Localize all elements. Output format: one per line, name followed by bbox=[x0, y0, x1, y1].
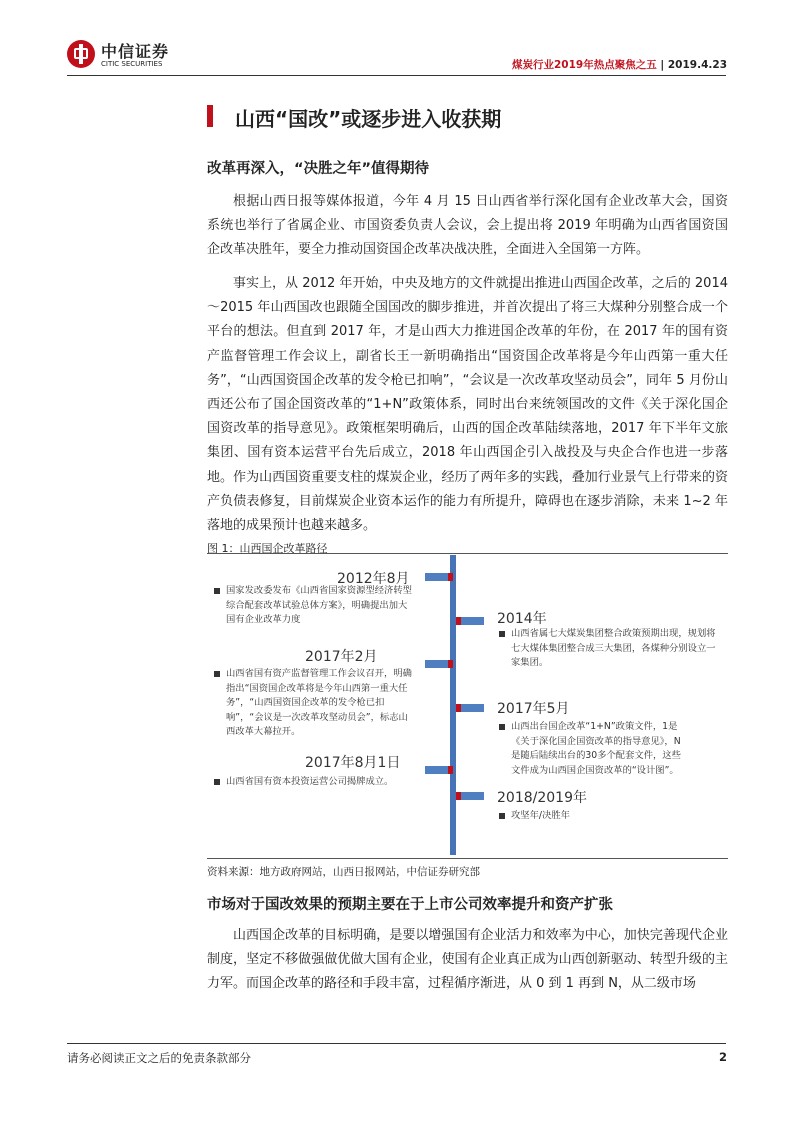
section-title-bar bbox=[207, 105, 213, 127]
paragraph-text: 根据山西日报等媒体报道，今年 4 月 15 日山西省举行深化国有企业改革大会，国资系统也举行了省属企业、市国资委负责人会议，会上提出将 2019 年明确为山西省国资国企改革决胜年，要全力推动国资国企改革决战决胜，全面进入全国第一方阵。 bbox=[207, 194, 728, 258]
event-description bbox=[499, 627, 721, 673]
header-separator: | bbox=[660, 59, 665, 71]
paragraph-1 bbox=[207, 190, 728, 263]
bullet-icon bbox=[499, 631, 505, 637]
footer-disclaimer: 请务必阅读正文之后的免责条款部分 bbox=[67, 1051, 251, 1065]
timeline-marker bbox=[456, 704, 484, 712]
paragraph-text: 山西国企改革的目标明确，是要以增强国有企业活力和效率为中心，加快完善现代企业制度，坚定不移做强做优做大国有企业，使国有企业真正成为山西创新驱动、转型升级的主力军。而国企改革的路径和手段丰富，过程循序渐进，从 0 到 1 再到 N，从二级市场 bbox=[207, 928, 728, 992]
report-title: 煤炭行业2019年热点聚焦之五 bbox=[511, 59, 657, 71]
subsection-title-2: 市场对于国改效果的预期主要在于上市公司效率提升和资产扩张 bbox=[207, 897, 613, 913]
event-description bbox=[214, 775, 414, 791]
event-year: 2017年2月 bbox=[305, 649, 378, 665]
timeline-marker bbox=[425, 573, 453, 581]
figure-top-rule bbox=[207, 553, 728, 554]
event-year: 2017年8月1日 bbox=[305, 755, 401, 771]
subsection-title-1: 改革再深入，“决胜之年”值得期待 bbox=[207, 161, 430, 177]
paragraph-2 bbox=[207, 272, 728, 538]
report-date: 2019.4.23 bbox=[667, 59, 727, 71]
timeline-marker bbox=[456, 792, 484, 800]
report-header bbox=[512, 57, 727, 72]
bullet-icon bbox=[214, 671, 220, 677]
bullet-icon bbox=[499, 813, 505, 819]
event-year: 2014年 bbox=[497, 611, 547, 627]
bullet-icon bbox=[214, 779, 220, 785]
event-description bbox=[214, 667, 414, 743]
timeline-marker bbox=[425, 766, 453, 774]
logo-english-name: CITIC SECURITIES bbox=[101, 60, 163, 68]
event-description bbox=[499, 809, 689, 825]
event-text: 国家发改委发布《山西省国家资源型经济转型综合配套改革试验总体方案》，明确提出加大国有企业改革力度 bbox=[226, 585, 412, 626]
bullet-icon bbox=[499, 724, 505, 730]
figure-source: 资料来源：地方政府网站，山西日报网站，中信证券研究部 bbox=[207, 866, 480, 878]
citic-logo-icon bbox=[67, 40, 95, 68]
event-year: 2012年8月 bbox=[337, 571, 410, 587]
footer-divider bbox=[67, 1043, 726, 1044]
paragraph-text: 事实上，从 2012 年开始，中央及地方的文件就提出推进山西国企改革，之后的 2014～2015 年山西国改也跟随全国国改的脚步推进，并首次提出了将三大煤种分别整合成一个平台的想法。但直到 2017 年，才是山西大力推进国企改革的年份，在 2017 年的国有资产监督管理工作会议上，副省长王一新明确指出“国资国企改革将是今年山西第一重大任务”，“山西国资国企改革的发令枪已扣响”，“会议是一次改革攻坚动员会”，同年 5 月份山西还公布了国企国资改革的“1+N”政策体系，同时出台来统领国改的文件《关于深化国企国资改革的指导意见》。政策框架明确后，山西的国企改革陆续落地，2017 年下半年文旅集团、国有资本运营平台先后成立，2018 年山西国企引入战投及与央企合作也进一步落地。作为山西国资重要支柱的煤炭企业，经历了两年多的实践，叠加行业景气上行带来的资产负债表修复，目前煤炭企业资本运作的能力有所提升，障碍也在逐步消除，未来 1~2 年落地的成果预计也越来越多。 bbox=[207, 276, 728, 534]
event-text: 山西省属七大煤炭集团整合政策预期出现，规划将七大煤体集团整合成三大集团，各煤种分别设立一家集团。 bbox=[511, 628, 716, 669]
figure-bottom-rule bbox=[207, 858, 728, 859]
section-title: 山西“国改”或逐步进入收获期 bbox=[235, 107, 502, 131]
bullet-icon bbox=[214, 588, 220, 594]
header-divider bbox=[67, 75, 726, 76]
paragraph-3 bbox=[207, 924, 728, 997]
event-year: 2017年5月 bbox=[497, 701, 570, 717]
timeline-marker bbox=[456, 617, 484, 625]
event-description bbox=[499, 720, 689, 786]
logo-chinese-name: 中信证券 bbox=[101, 42, 170, 61]
figure-caption: 图 1：山西国企改革路径 bbox=[207, 542, 328, 555]
event-description bbox=[214, 584, 414, 630]
event-text: 山西出台国企改革“1+N”政策文件，1是《关于深化国企国资改革的指导意见》，N是随后陆续出台的30多个配套文件，这些文件成为山西国企国资改革的“设计图”。 bbox=[511, 721, 681, 776]
event-text: 山西省国有资本投资运营公司揭牌成立。 bbox=[226, 776, 394, 787]
event-text: 攻坚年/决胜年 bbox=[511, 810, 570, 821]
event-year: 2018/2019年 bbox=[497, 790, 587, 806]
event-text: 山西省国有资产监督管理工作会议召开，明确指出“国资国企改革将是今年山西第一重大任务”，“山西国资国企改革的发令枪已扣响”，“会议是一次改革攻坚动员会”，标志山西改革大幕拉开。 bbox=[226, 668, 412, 738]
page-number: 2 bbox=[718, 1050, 727, 1064]
citic-securities-logo bbox=[67, 38, 179, 74]
timeline-marker bbox=[425, 660, 453, 668]
